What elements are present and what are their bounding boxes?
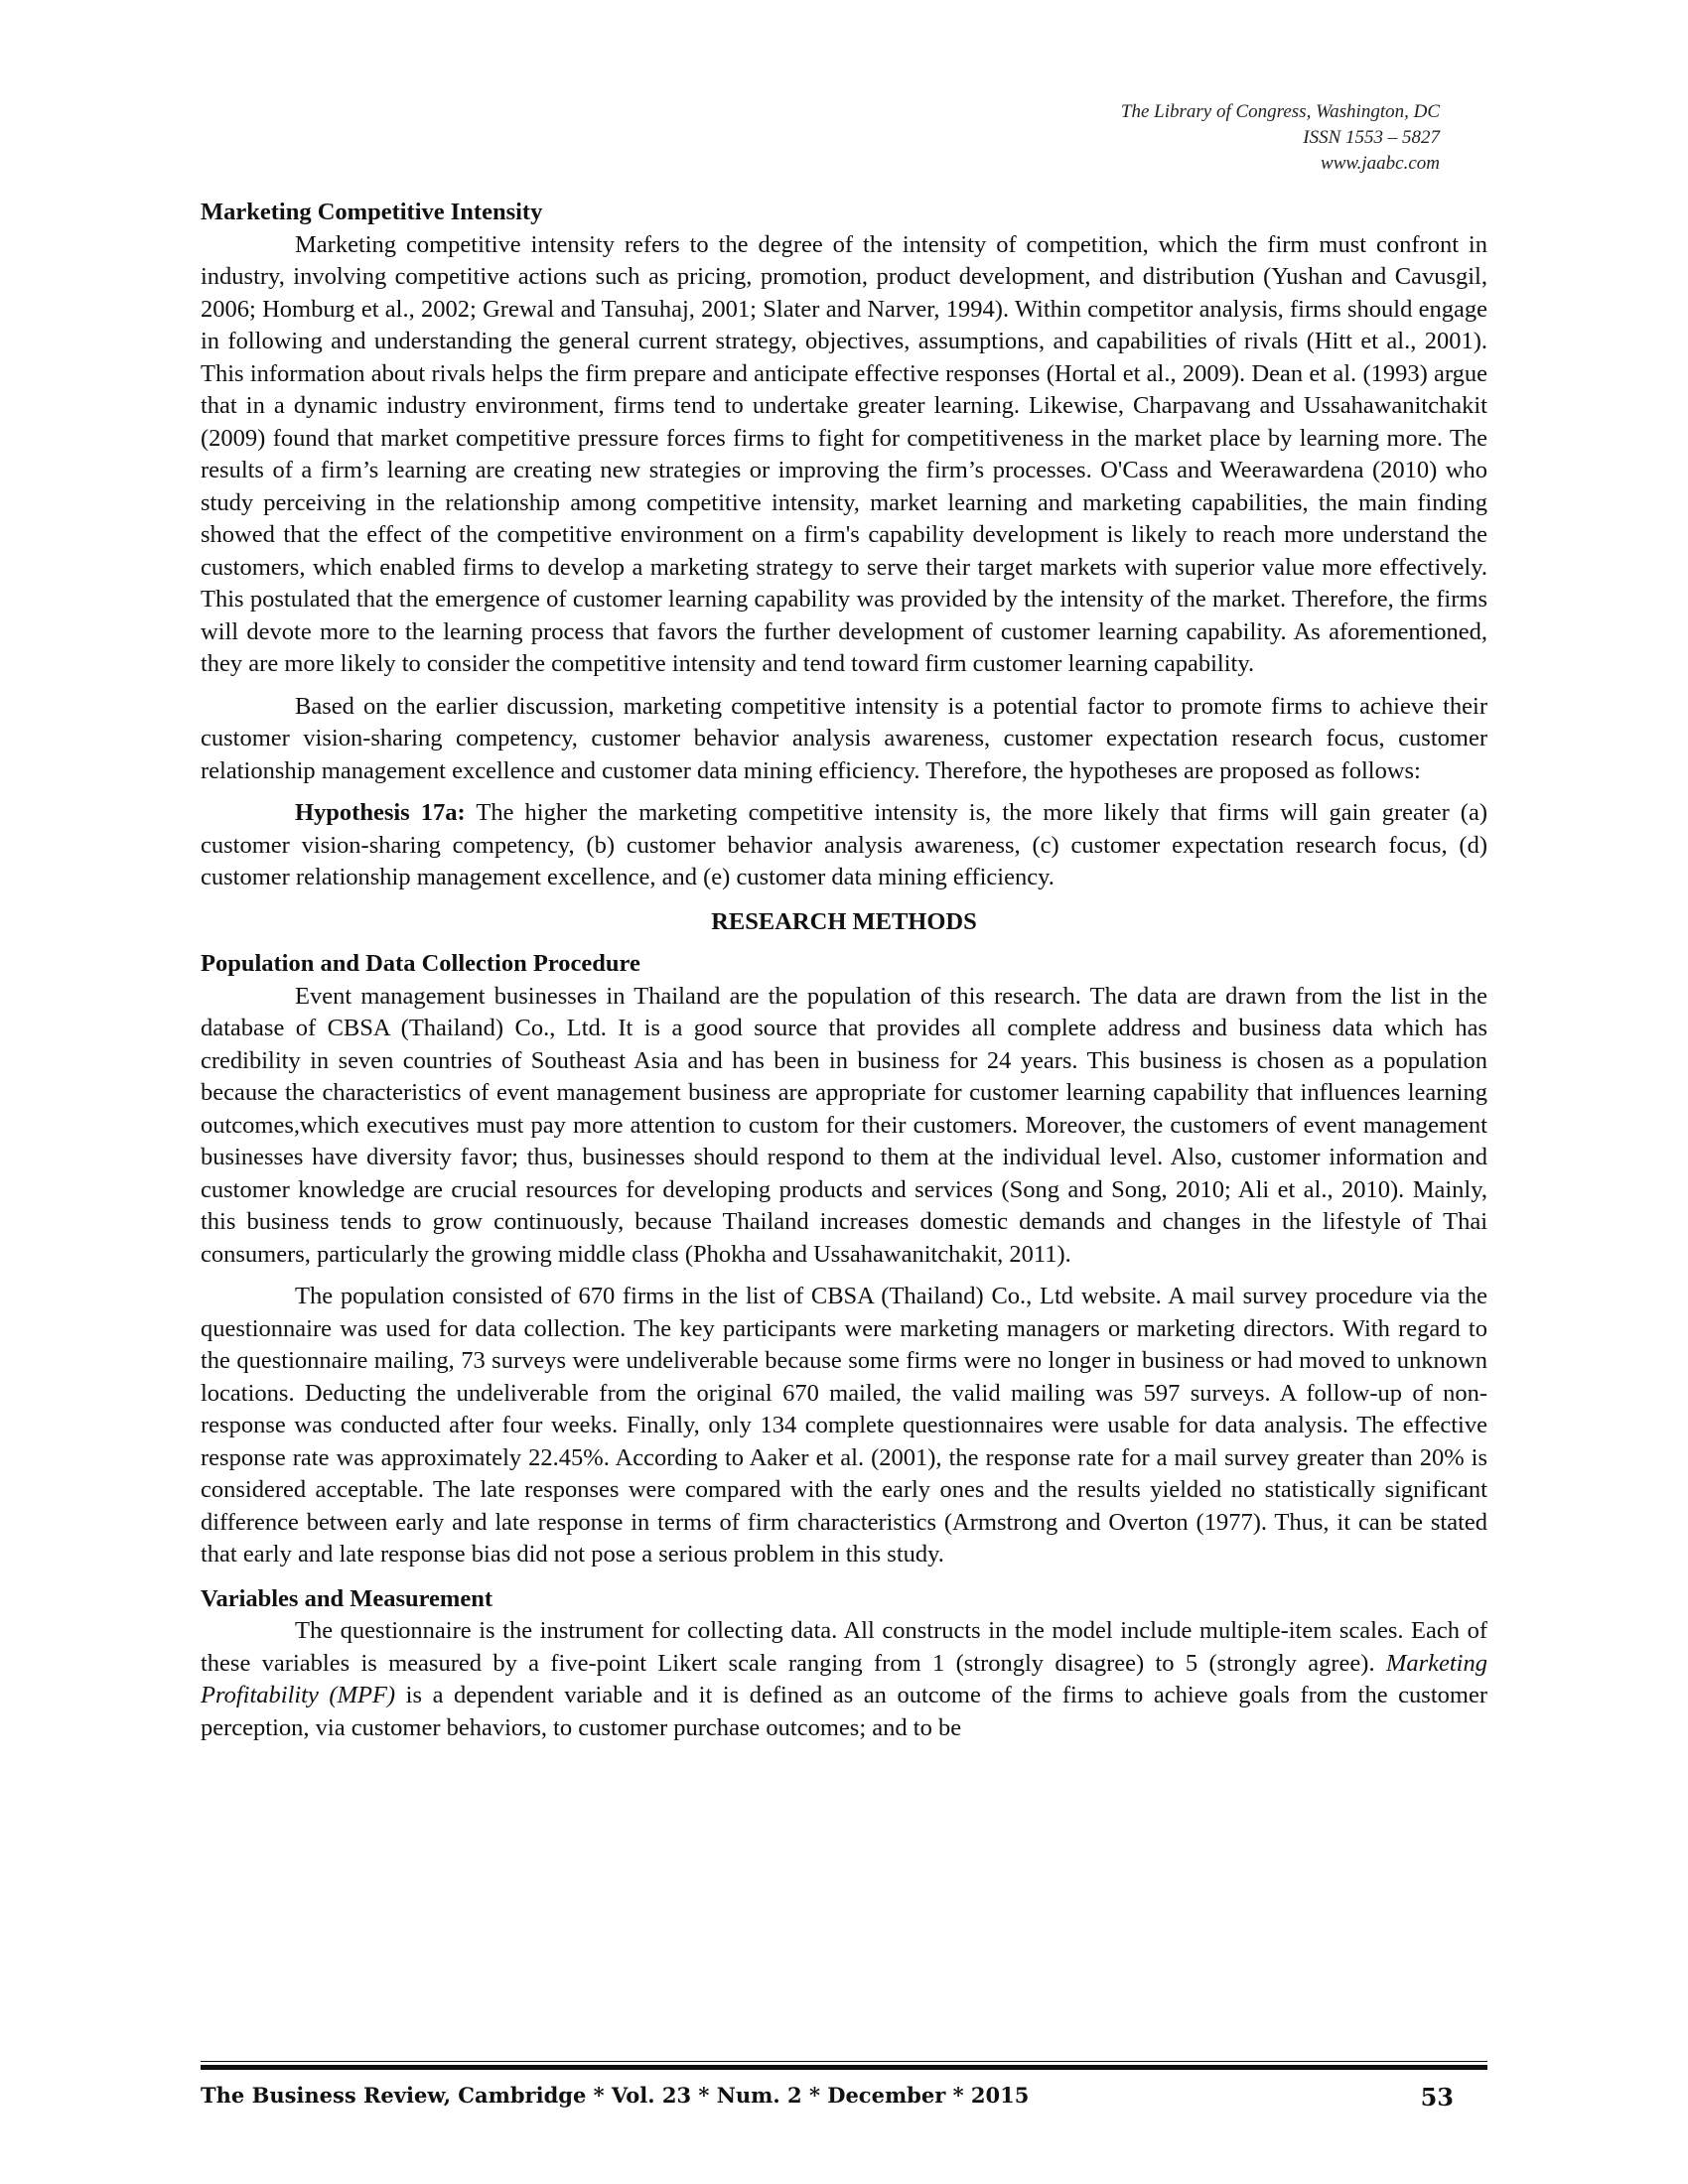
article-body xyxy=(201,197,1487,1744)
section-heading-variables: Variables and Measurement xyxy=(201,1584,492,1612)
hypothesis-text: The higher the marketing competitive intensity is, the more likely that firms will gain greater (a) customer vision-sharing competency, (b) customer behavior analysis awareness, (c) customer expectation research focus, (d) customer relationship management excellence, and (e) customer data mining efficiency. xyxy=(201,799,1487,890)
header-issn: ISSN 1553 – 5827 xyxy=(1303,127,1440,148)
page-number: 53 xyxy=(1420,2083,1454,2112)
header-website: www.jaabc.com xyxy=(1321,153,1440,174)
paragraph-mci-1: Marketing competitive intensity refers to the degree of the intensity of competition, which the firm must confront in industry, involving competitive actions such as pricing, promotion, product development, and distribution (Yushan and Cavusgil, 2006; Homburg et al., 2002; Grewal and Tansuhaj, 2001; Slater and Narver, 1994). Within competitor analysis, firms should engage in following and understanding the general current strategy, objectives, assumptions, and capabilities of rivals (Hitt et al., 2001). This information about rivals helps the firm prepare and anticipate effective responses (Hortal et al., 2009). Dean et al. (1993) argue that in a dynamic industry environment, firms tend to undertake greater learning. Likewise, Charpavang and Ussahawanitchakit (2009) found that market competitive pressure forces firms to fight for competitiveness in the market place by learning more. The results of a firm’s learning are creating new strategies or improving the firm’s processes. O'Cass and Weerawardena (2010) who study perceiving in the relationship among competitive intensity, market learning and marketing capabilities, the main finding showed that the effect of the competitive environment on a firm's capability development is likely to reach more understand the customers, which enabled firms to develop a marketing strategy to serve their target markets with superior value more effectively. This postulated that the emergence of customer learning capability was provided by the intensity of the market. Therefore, the firms will devote more to the learning process that favors the further development of customer learning capability. As aforementioned, they are more likely to consider the competitive intensity and tend toward firm customer learning capability. xyxy=(201,230,1487,677)
section-heading-research-methods: RESEARCH METHODS xyxy=(711,907,977,935)
variables-term-mpf: Marketing Profitability (MPF) xyxy=(201,1649,1487,1708)
hypothesis-17a xyxy=(201,797,1487,894)
hypothesis-label: Hypothesis 17a: xyxy=(295,799,466,826)
paragraph-mci-2: Based on the earlier discussion, marketing competitive intensity is a potential factor to promote firms to achieve their customer vision-sharing competency, customer behavior analysis awareness, customer expectation research focus, customer relationship management excellence and customer data mining efficiency. Therefore, the hypotheses are proposed as follows: xyxy=(201,692,1487,784)
paragraph-population-1: Event management businesses in Thailand are the population of this research. The data are drawn from the list in the database of CBSA (Thailand) Co., Ltd. It is a good source that provides all complete address and business data which has credibility in seven countries of Southeast Asia and has been in business for 24 years. This business is chosen as a population because the characteristics of event management business are appropriate for customer learning capability that influences learning outcomes,which executives must pay more attention to custom for their customers. Moreover, the customers of event management businesses have diversity favor; thus, businesses should respond to them at the individual level. Also, customer information and customer knowledge are crucial resources for developing products and services (Song and Song, 2010; Ali et al., 2010). Mainly, this business tends to grow continuously, because Thailand increases domestic demands and changes in the lifestyle of Thai consumers, particularly the growing middle class (Phokha and Ussahawanitchakit, 2011). xyxy=(201,982,1487,1268)
section-heading-marketing-competitive-intensity: Marketing Competitive Intensity xyxy=(201,199,543,225)
paragraph-population-2: The population consisted of 670 firms in the list of CBSA (Thailand) Co., Ltd website. A mail survey procedure via the questionnaire was used for data collection. The key participants were marketing managers or marketing directors. With regard to the questionnaire mailing, 73 surveys were undeliverable because some firms were no longer in business or had moved to unknown locations. Deducting the undeliverable from the original 670 mailed, the valid mailing was 597 surveys. A follow-up of non-response was conducted after four weeks. Finally, only 134 complete questionnaires were usable for data analysis. The effective response rate was approximately 22.45%. According to Aaker et al. (2001), the response rate for a mail survey greater than 20% is considered acceptable. The late responses were compared with the early ones and the results yielded no statistically significant difference between early and late response in terms of firm characteristics (Armstrong and Overton (1977). Thus, it can be stated that early and late response bias did not pose a serious problem in this study. xyxy=(201,1283,1487,1568)
footer-rule-thin xyxy=(201,2061,1487,2062)
section-heading-population: Population and Data Collection Procedure xyxy=(201,950,640,977)
header-publisher: The Library of Congress, Washington, DC xyxy=(1120,101,1440,122)
variables-text-c: is a dependent variable and it is defined as an outcome of the firms to achieve goals from the customer perception, via customer behaviors, to customer purchase outcomes; and to be xyxy=(201,1682,1487,1741)
footer-journal: The Business Review, Cambridge * Vol. 23 * Num. 2 * December * 2015 xyxy=(201,2083,1030,2108)
page-header xyxy=(1121,99,1440,177)
variables-text-a: The questionnaire is the instrument for collecting data. All constructs in the model include multiple-item scales. Each of these variables is measured by a five-point Likert scale ranging from 1 (strongly disagree) to 5 (strongly agree). xyxy=(201,1617,1487,1677)
footer-rule-thick xyxy=(201,2065,1487,2070)
paragraph-variables-1 xyxy=(201,1615,1487,1744)
